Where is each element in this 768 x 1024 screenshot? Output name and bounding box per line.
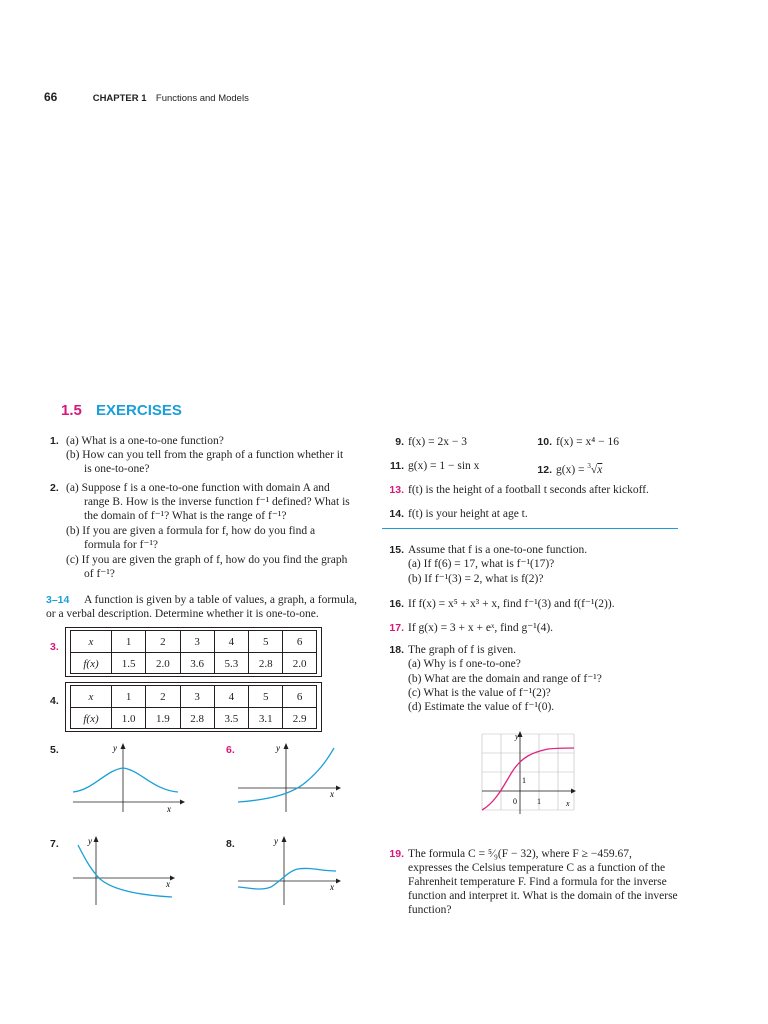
exercise-6-number: 6. [226, 744, 235, 756]
exercise-number: 11. [389, 460, 404, 472]
exercise-range-number: 3–14 [46, 594, 70, 606]
table-row [71, 631, 316, 653]
table-cell: 2.0 [146, 653, 180, 675]
root-index: 3 [587, 462, 591, 470]
exercise-12-prefix: g(x) = [556, 463, 588, 476]
exercise-13 [382, 483, 649, 497]
table-cell: 3.5 [214, 708, 248, 730]
radicand: x [597, 463, 603, 476]
y-axis-label: y [276, 743, 280, 753]
instructions-line1: A function is given by a table of values, a graph, a formula, [84, 594, 358, 606]
x-axis-label: x [166, 879, 170, 889]
exercise-19-line2: expresses the Celsius temperature C as a function of the [408, 862, 666, 874]
table-cell: 2 [146, 686, 180, 708]
exercise-number: 16. [389, 598, 404, 610]
x-axis-label: x [330, 882, 334, 892]
exercise-11-text: g(x) = 1 − sin x [408, 460, 480, 472]
instructions-line2: or a verbal description. Determine whether it is one-to-one. [46, 608, 319, 620]
table-cell: 5 [249, 686, 283, 708]
table-cell: 4 [214, 686, 248, 708]
exercise-number: 12. [537, 463, 552, 476]
table-cell: 5.3 [214, 653, 248, 675]
table-row [71, 653, 316, 675]
y-tick-1: 1 [522, 776, 526, 785]
table-row [71, 708, 316, 730]
x-axis-label: x [566, 799, 570, 808]
exercise-12 [530, 459, 602, 477]
exercise-8-graph [236, 833, 346, 908]
exercise-9-text: f(x) = 2x − 3 [408, 436, 467, 448]
table-cell: 5 [249, 631, 283, 653]
section-title: EXERCISES [96, 402, 182, 419]
exercise-19-line1: The formula C = ⁵⁄₉(F − 32), where F ≥ −459.67, [408, 848, 632, 860]
exercise-number: 18. [389, 644, 404, 656]
section-number: 1.5 [61, 402, 82, 419]
grid [482, 734, 574, 810]
table-cell: 3 [180, 631, 214, 653]
table-header-cell: x [71, 686, 112, 708]
curve [73, 768, 178, 792]
table-cell: 1 [112, 686, 146, 708]
exercise-number: 10. [537, 436, 552, 448]
exercise-4-number: 4. [50, 695, 59, 707]
exercise-6-graph [236, 740, 346, 815]
exercise-2a-line2: range B. How is the inverse function f⁻¹ defined? What is [84, 496, 350, 508]
exercise-7-number: 7. [50, 838, 59, 850]
table-cell: 3.1 [249, 708, 283, 730]
exercise-18d: (d) Estimate the value of f⁻¹(0). [408, 701, 555, 713]
exercise-3-table-frame [65, 627, 322, 677]
table-cell: 1 [112, 631, 146, 653]
exercise-2a-line3: the domain of f⁻¹? What is the range of f⁻¹? [84, 510, 287, 522]
exercise-18-line1: The graph of f is given. [408, 644, 516, 656]
table-row [71, 686, 316, 708]
page-number: 66 [44, 90, 58, 104]
table-cell: 2.8 [180, 708, 214, 730]
origin-label: 0 [513, 797, 517, 806]
exercise-number: 19. [389, 848, 404, 860]
table-cell: 3.6 [180, 653, 214, 675]
table-cell: 1.5 [112, 653, 146, 675]
exercise-number: 2. [50, 482, 59, 494]
exercise-5-graph [68, 740, 188, 815]
x-axis-label: x [330, 789, 334, 799]
exercise-14 [382, 507, 528, 521]
exercise-10-text: f(x) = x⁴ − 16 [556, 436, 619, 448]
table-cell: 2.9 [283, 708, 316, 730]
table-cell: 3 [180, 686, 214, 708]
exercise-15b: (b) If f⁻¹(3) = 2, what is f(2)? [408, 573, 544, 585]
exercise-9 [382, 435, 467, 449]
table-cell: 1.9 [146, 708, 180, 730]
exercise-19-line4: function and interpret it. What is the domain of the inverse [408, 890, 678, 902]
exercise-15-line1: Assume that f is a one-to-one function. [408, 544, 588, 556]
exercise-5-number: 5. [50, 744, 59, 756]
exercise-17 [382, 621, 553, 635]
radical-sign: √ [590, 463, 598, 476]
exercise-2c-line2: of f⁻¹? [84, 568, 115, 580]
exercise-10 [530, 435, 619, 449]
exercise-number: 13. [389, 484, 404, 496]
table-cell: 6 [283, 686, 316, 708]
table-header-cell: f(x) [71, 708, 112, 730]
exercise-1b-line2: is one-to-one? [84, 463, 150, 475]
exercise-3-number: 3. [50, 641, 59, 653]
y-axis-label: y [515, 732, 519, 741]
exercise-4-table [71, 686, 316, 729]
exercise-16-text: If f(x) = x⁵ + x³ + x, find f⁻¹(3) and f(f⁻¹(2)). [408, 598, 615, 610]
exercise-number: 9. [395, 436, 404, 448]
curve [238, 868, 336, 889]
exercise-2b-line1: (b) If you are given a formula for f, how do you find a [66, 525, 316, 537]
table-header-cell: x [71, 631, 112, 653]
table-cell: 1.0 [112, 708, 146, 730]
section-divider [382, 528, 678, 529]
chapter-title: Functions and Models [155, 93, 249, 104]
exercise-8-number: 8. [226, 838, 235, 850]
curve [482, 748, 574, 810]
x-axis-label: x [167, 804, 171, 814]
exercise-18a: (a) Why is f one-to-one? [408, 658, 521, 670]
exercise-14-text: f(t) is your height at age t. [408, 508, 528, 520]
exercise-17-text: If g(x) = 3 + x + eˣ, find g⁻¹(4). [408, 622, 554, 634]
exercise-number: 14. [389, 508, 404, 520]
exercise-number: 15. [389, 544, 404, 556]
exercise-13-text: f(t) is the height of a football t seconds after kickoff. [408, 484, 649, 496]
exercise-1b-line1: (b) How can you tell from the graph of a function whether it [66, 449, 344, 461]
y-axis-label: y [88, 836, 92, 846]
exercise-1a: (a) What is a one-to-one function? [66, 435, 224, 447]
exercise-16 [382, 597, 615, 611]
exercise-18b: (b) What are the domain and range of f⁻¹? [408, 673, 602, 685]
table-cell: 4 [214, 631, 248, 653]
chapter-label: CHAPTER 1 [92, 93, 147, 104]
table-cell: 2.8 [249, 653, 283, 675]
page-header [44, 90, 249, 104]
section-heading [61, 402, 182, 419]
exercise-2a-line1: (a) Suppose f is a one-to-one function with domain A and [66, 482, 330, 494]
exercise-11 [382, 459, 479, 473]
y-axis-label: y [274, 836, 278, 846]
table-cell: 2.0 [283, 653, 316, 675]
table-cell: 6 [283, 631, 316, 653]
x-tick-1: 1 [537, 797, 541, 806]
exercise-7-graph [68, 833, 188, 908]
exercise-3-table [71, 631, 316, 674]
y-axis-label: y [113, 743, 117, 753]
table-header-cell: f(x) [71, 653, 112, 675]
curve [78, 845, 172, 897]
exercise-2b-line2: formula for f⁻¹? [84, 539, 159, 551]
exercise-number: 17. [389, 622, 404, 634]
exercise-19-line3: Fahrenheit temperature F. Find a formula for the inverse [408, 876, 667, 888]
exercise-18-graph [478, 730, 578, 816]
exercise-4-table-frame [65, 682, 322, 732]
exercise-19-line5: function? [408, 904, 452, 916]
exercise-number: 1. [50, 435, 59, 447]
table-cell: 2 [146, 631, 180, 653]
exercise-18c: (c) What is the value of f⁻¹(2)? [408, 687, 551, 699]
exercise-2c-line1: (c) If you are given the graph of f, how do you find the graph [66, 554, 348, 566]
exercise-15a: (a) If f(6) = 17, what is f⁻¹(17)? [408, 558, 555, 570]
